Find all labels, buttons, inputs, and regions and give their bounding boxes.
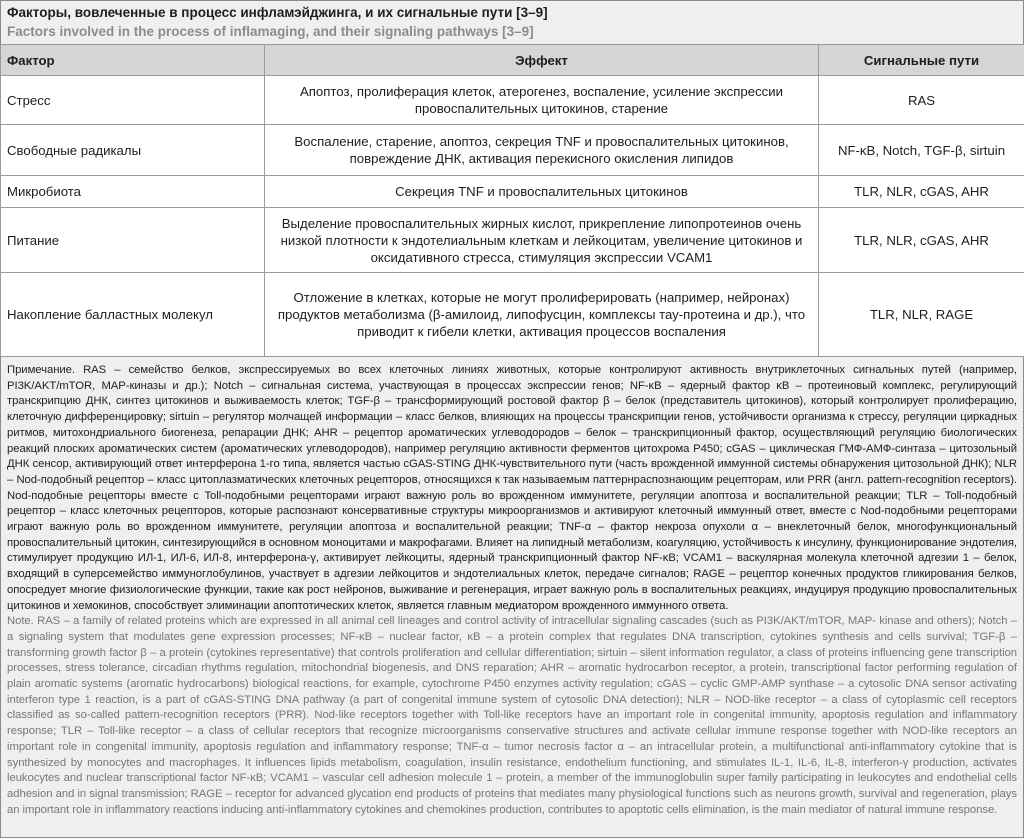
table-row [1, 273, 1024, 357]
column-header-effect: Эффект [265, 45, 819, 76]
pathways-cell: TLR, NLR, cGAS, AHR [819, 176, 1024, 208]
table-notes [1, 357, 1023, 818]
effect-cell: Апоптоз, пролиферация клеток, атерогенез, воспаление, усиление экспрессии провоспалительных цитокинов, старение [265, 76, 819, 125]
note-english: Note. RAS – a family of related proteins which are expressed in all animal cell lineages and control activity of intracellular signaling cascades (such as PI3K/AKT/mTOR, MAP- kinase and others); Notch – a signaling system that modulates gene expression processes; NF-κB – nuclear factor, κB – a protein complex that regulates DNA transcription, cytokines synthesis and cells survival; TGF-β – transforming growth factor β – a protein (cytokines representative) that controls proliferation and cellular differentiation; sirtuin – silent information regulator, a class of proteins influencing gene transcription processes, stress tolerance, circadian rhythms regulation, mitochondrial biogenesis, and DNS reparation; AHR – aromatic hydrocarbon receptor, a protein, transcriptional factor performing regulation of plain aromatic systems (aromatic hydrocarbons) biological reactions, for example, cytochrome P450 enzymes activity regulation; cGAS – cyclic GMP-AMP synthase – a cytosolic DNA sensor activating interferon type 1 reaction, is a part of cGAS-STING DNA pathway (a part of congenital immune system of cytosolic DNA detection); NLR – NOD-like receptor – a class of cytoplasmic cell receptors classified as so-called pattern-recognition receptors (PRR). Nod-like receptors together with Toll-like receptors have an important role in congenital immunity, apoptosis regulation and inflammatory response; TLR – Toll-like receptor – a class of cellular receptors that recognize microorganisms conservative structures and activate cellular immune response together with NOD-like receptors an important role in congenital immunity, apoptosis regulation and inflammatory response; TNF-α – tumor necrosis factor α – an intracellular protein, a multifunctional anti-inflammatory cytokine that is synthesized by monocytes and macrophages. It influences lipids metabolism, coagulation, insulin resistance, endothelium functioning, and stimulates IL-1, IL-6, IL-8, interferon-γ production, activates leukocytes and nuclear transcriptional factor NF-κB; VCAM1 – vascular cell adhesion molecule 1 – protein, a member of the immunoglobulin super family participating in leukocytes and endothelial cells adhesion and in signal transmission; RAGE – receptor for advanced glycation end products of proteins that mediates many physiological functions such as neurons growth, survival and regeneration, plays an important role in inflammatory reactions inducing anti-inflammatory cytokines and chemokines production, contributes to apoptotic cells elimination, is the main mediator of natural immune response. [7, 615, 1017, 816]
table-title-english: Factors involved in the process of inflamaging, and their signaling pathways [3–9] [7, 24, 534, 39]
effect-cell: Отложение в клетках, которые не могут пролиферировать (например, нейронах) продуктов метаболизма (β-амилоид, липофусцин, комплексы тау-протеина и др.), что приводит к гибели клетки, активация процессов воспаления [265, 273, 819, 357]
factors-table [0, 44, 1024, 357]
factor-cell: Свободные радикалы [1, 125, 265, 176]
factor-cell: Микробиота [1, 176, 265, 208]
table-row [1, 208, 1024, 273]
table-row [1, 176, 1024, 208]
pathways-cell: NF-κB, Notch, TGF-β, sirtuin [819, 125, 1024, 176]
pathways-cell: TLR, NLR, cGAS, AHR [819, 208, 1024, 273]
factor-cell: Накопление балластных молекул [1, 273, 265, 357]
table-caption [1, 1, 1023, 44]
table-row [1, 76, 1024, 125]
column-header-factor: Фактор [1, 45, 265, 76]
pathways-cell: TLR, NLR, RAGE [819, 273, 1024, 357]
effect-cell: Воспаление, старение, апоптоз, секреция TNF и провоспалительных цитокинов, повреждение ДНК, активация перекисного окисления липидов [265, 125, 819, 176]
table-row [1, 125, 1024, 176]
table-title-russian: Факторы, вовлеченные в процесс инфламэйджинга, и их сигнальные пути [3–9] [7, 5, 548, 20]
effect-cell: Выделение провоспалительных жирных кислот, прикрепление липопротеинов очень низкой плотности к эндотелиальным клеткам и лейкоцитам, увеличение цитокинов и оксидативного стресса, стимуляция экспрессии VCAM1 [265, 208, 819, 273]
column-header-pathways: Сигнальные пути [819, 45, 1024, 76]
pathways-cell: RAS [819, 76, 1024, 125]
factor-cell: Стресс [1, 76, 265, 125]
factor-cell: Питание [1, 208, 265, 273]
table-header-row [1, 45, 1024, 76]
note-russian: Примечание. RAS – семейство белков, экспрессируемых во всех клеточных линиях животных, которые контролируют активность внутриклеточных сигнальных путей (например, PI3K/AKT/mTOR, MAP-киназы и др.); Notch – сигнальная система, участвующая в процессах экспрессии генов; NF-κB – ядерный фактор κB – протеиновый комплекс, регулирующий транскрипцию ДНК, синтез цитокинов и выживаемость клеток; TGF-β – трансформирующий ростовой фактор β – белок (представитель цитокинов), который контролирует пролиферацию, клеточную дифференцировку; sirtuin – регулятор молчащей информации – класс белков, влияющих на процессы транскрипции генов, устойчивости организма к стрессу, регуляции циркадных ритмов, митохондриального биогенеза, репарации ДНК; AHR – рецептор ароматических углеводородов – белок – транскрипционный фактор, осуществляющий регуляцию биологических реакций плоских ароматических систем (ароматических углеводородов), например регуляцию активности ферментов цитохрома P450; cGAS – циклическая ГМФ-АМФ-синтаза – цитозольный ДНК сенсор, активирующий ответ интерферона 1-го типа, является частью cGAS-STING ДНК-чувствительного пути (часть врожденной иммунной системы обнаружения цитозольной ДНК); NLR – Nod-подобный рецептор – класс цитоплазматических клеточных рецепторов, относящихся к так называемым паттернраспознающим рецепторам, или PRR (англ. pattern-recognition receptors). Nod-подобные рецепторы вместе с Toll-подобными рецепторами играют важную роль во врожденном иммунитете, регуляции апоптоза и воспалительной реакции; TLR – Toll-подобный рецептор – класс клеточных рецепторов, которые распознают консервативные структуры микроорганизмов и активируют клеточный иммунный ответ, вместе с Nod-подобными рецепторами играют важную роль во врожденном иммунитете, регуляции апоптоза и воспалительной реакции; TNF-α – фактор некроза опухоли α – внеклеточный белок, многофункциональный провоспалительный цитокин, синтезирующийся в основном моноцитами и макрофагами. Влияет на липидный метаболизм, коагуляцию, устойчивость к инсулину, функционирование эндотелия, стимулирует продукцию ИЛ-1, ИЛ-6, ИЛ-8, интерферона-γ, активирует лейкоциты, ядерный транскрипционный фактор NF-κB; VCAM1 – васкулярная молекула клеточной адгезии 1 – белок, входящий в суперсемейство иммуноглобулинов, участвует в адгезии лейкоцитов и эндотелиальных клеток, передаче сигналов; RAGE – рецептор конечных продуктов гликирования белков, опосредует многие физиологические функции, такие как рост нейронов, выживание и регенерация, играет важную роль в воспалительных реакциях, индуцируя продукцию провоспалительных цитокинов и хемокинов, способствует элиминации апоптотических клеток, является главным медиатором врожденного иммунного ответа. [7, 364, 1017, 612]
effect-cell: Секреция TNF и провоспалительных цитокинов [265, 176, 819, 208]
